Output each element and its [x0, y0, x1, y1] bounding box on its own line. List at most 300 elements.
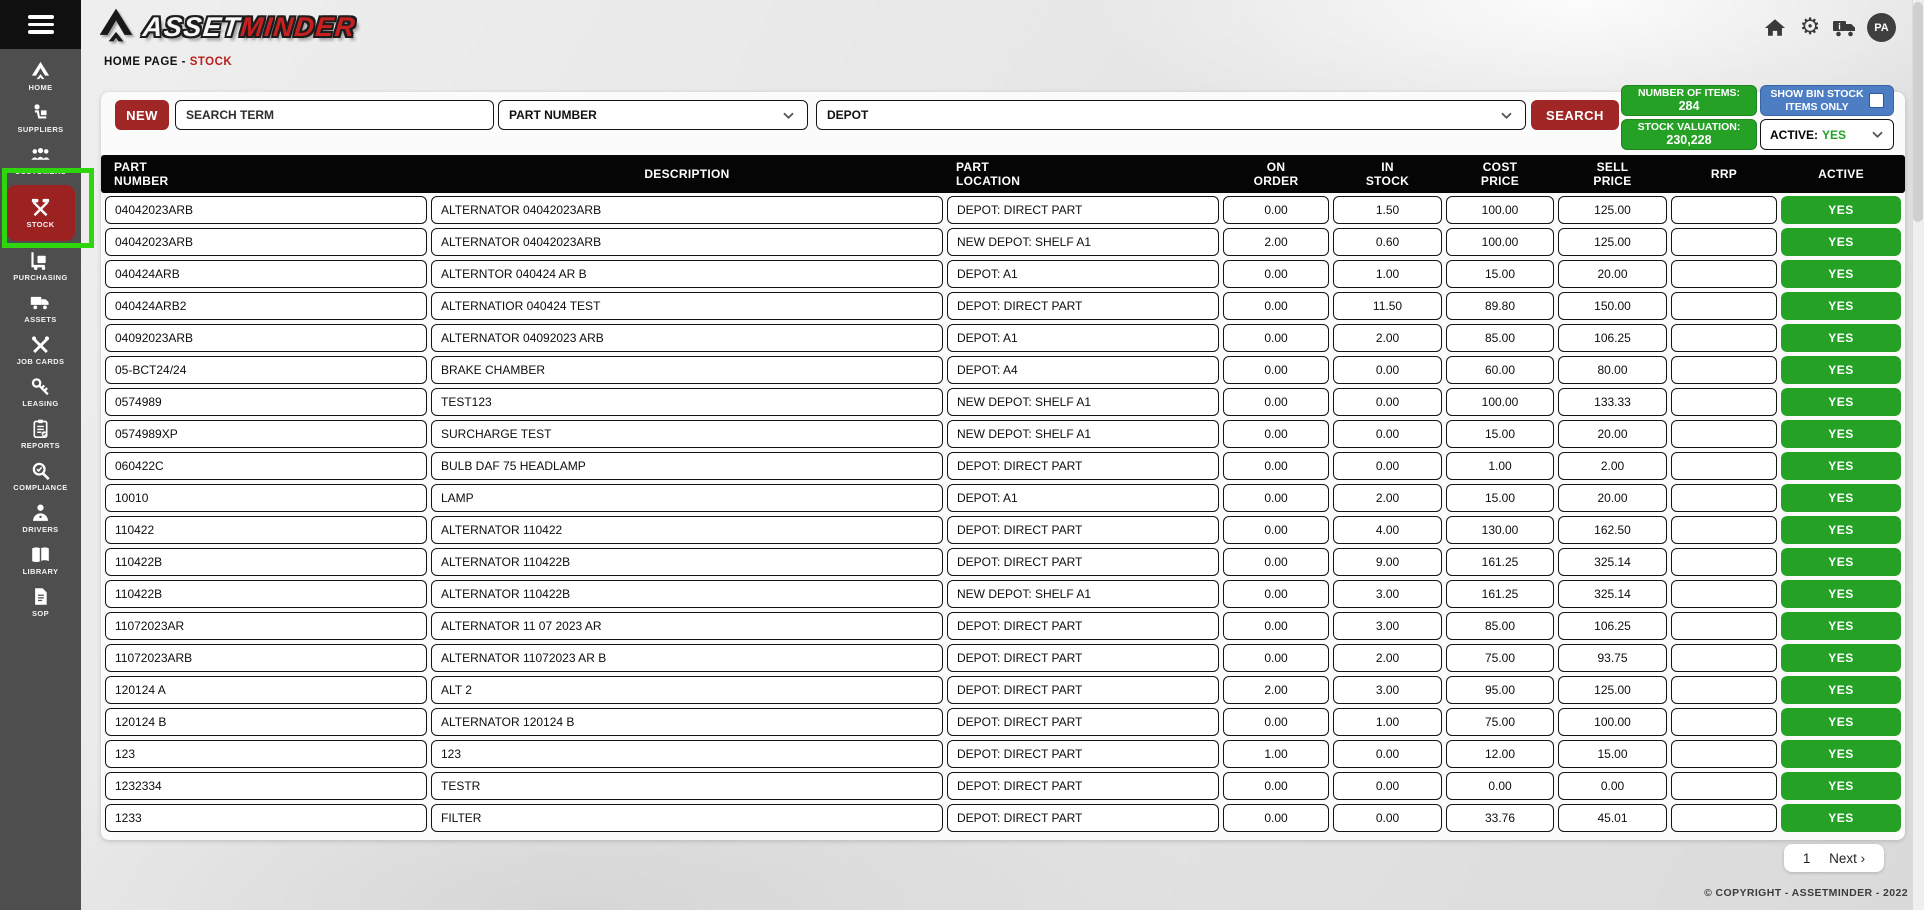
column-header-active: ACTIVE: [1818, 166, 1864, 181]
description-cell: BULB DAF 75 HEADLAMP: [431, 452, 943, 480]
column-header-on-order: ON ORDER: [1253, 159, 1299, 188]
stock-valuation-badge: [1621, 119, 1757, 150]
suppliers-icon: [30, 103, 51, 123]
in-stock-cell: 2.00: [1333, 484, 1442, 512]
part-number-cell: 110422B: [105, 580, 427, 608]
in-stock-cell: 0.00: [1333, 356, 1442, 384]
cost-price-cell: 89.80: [1446, 292, 1554, 320]
active-cell: [1781, 580, 1901, 608]
sidebar-item-label: LEASING: [22, 398, 59, 408]
active-yes-button[interactable]: YES: [1781, 516, 1901, 544]
active-yes-button[interactable]: YES: [1781, 612, 1901, 640]
brand-part-asset: ASSET: [141, 12, 243, 42]
leasing-icon: [30, 377, 51, 397]
number-of-items-label: NUMBER OF ITEMS:: [1637, 87, 1741, 100]
sidebar-item-drivers[interactable]: [0, 497, 81, 539]
cost-price-cell: 85.00: [1446, 612, 1554, 640]
library-icon: [30, 545, 51, 565]
active-yes-button[interactable]: YES: [1781, 196, 1901, 224]
stock-icon: [30, 198, 51, 218]
part-number-cell: 123: [105, 740, 427, 768]
sell-price-cell: 20.00: [1558, 420, 1667, 448]
in-stock-cell: 0.00: [1333, 452, 1442, 480]
part-number-cell: 0574989: [105, 388, 427, 416]
cost-price-cell: 100.00: [1446, 196, 1554, 224]
active-yes-button[interactable]: YES: [1781, 484, 1901, 512]
cost-price-cell: 100.00: [1446, 388, 1554, 416]
active-yes-button[interactable]: YES: [1781, 772, 1901, 800]
breadcrumb-home[interactable]: HOME PAGE: [104, 56, 178, 68]
search-field-value: PART NUMBER: [509, 108, 597, 122]
breadcrumb-current: STOCK: [189, 56, 233, 68]
location-cell: DEPOT: DIRECT PART: [947, 644, 1219, 672]
active-yes-button[interactable]: YES: [1781, 228, 1901, 256]
description-cell: LAMP: [431, 484, 943, 512]
description-cell: ALTERNATIOR 040424 TEST: [431, 292, 943, 320]
stock-valuation-label: STOCK VALUATION:: [1637, 121, 1741, 134]
active-cell: [1781, 612, 1901, 640]
rrp-cell: [1671, 356, 1777, 384]
sidebar-item-compliance[interactable]: [0, 455, 81, 497]
part-number-cell: 10010: [105, 484, 427, 512]
search-button[interactable]: SEARCH: [1531, 100, 1619, 130]
in-stock-cell: 2.00: [1333, 324, 1442, 352]
sop-icon: [30, 587, 51, 607]
part-number-cell: 110422B: [105, 548, 427, 576]
cost-price-cell: 1.00: [1446, 452, 1554, 480]
in-stock-cell: 11.50: [1333, 292, 1442, 320]
in-stock-cell: 0.00: [1333, 804, 1442, 832]
location-cell: DEPOT: DIRECT PART: [947, 804, 1219, 832]
assets-icon: [30, 293, 51, 313]
cost-price-cell: 75.00: [1446, 644, 1554, 672]
purchasing-icon: [30, 251, 51, 271]
location-cell: DEPOT: DIRECT PART: [947, 676, 1219, 704]
location-cell: DEPOT: DIRECT PART: [947, 740, 1219, 768]
column-header-part-number: PART NUMBER: [114, 159, 169, 188]
on-order-cell: 0.00: [1223, 772, 1329, 800]
sell-price-cell: 2.00: [1558, 452, 1667, 480]
active-cell: [1781, 452, 1901, 480]
active-cell: [1781, 484, 1901, 512]
sidebar-item-label: DRIVERS: [22, 524, 59, 534]
table-row[interactable]: [101, 804, 1905, 832]
active-cell: [1781, 676, 1901, 704]
part-number-cell: 040424ARB2: [105, 292, 427, 320]
sell-price-cell: 15.00: [1558, 740, 1667, 768]
part-number-cell: 060422C: [105, 452, 427, 480]
new-button[interactable]: NEW: [115, 100, 169, 130]
active-yes-button[interactable]: YES: [1781, 644, 1901, 672]
table-row[interactable]: [101, 772, 1905, 800]
sell-price-cell: 106.25: [1558, 324, 1667, 352]
scrollbar-thumb[interactable]: [1913, 2, 1923, 222]
active-cell: [1781, 356, 1901, 384]
page-number-button[interactable]: 1: [1802, 850, 1811, 866]
sell-price-cell: 106.25: [1558, 612, 1667, 640]
table-row[interactable]: [101, 228, 1905, 256]
on-order-cell: 0.00: [1223, 484, 1329, 512]
on-order-cell: 0.00: [1223, 516, 1329, 544]
sell-price-cell: 20.00: [1558, 260, 1667, 288]
active-yes-button[interactable]: YES: [1781, 420, 1901, 448]
in-stock-cell: 9.00: [1333, 548, 1442, 576]
active-yes-button[interactable]: YES: [1781, 676, 1901, 704]
active-yes-button[interactable]: YES: [1781, 708, 1901, 736]
rrp-cell: [1671, 292, 1777, 320]
home-brand-icon: [30, 61, 51, 81]
part-number-cell: 120124 B: [105, 708, 427, 736]
sidebar-item-purchasing[interactable]: [0, 245, 81, 287]
sidebar-item-leasing[interactable]: [0, 371, 81, 413]
rrp-cell: [1671, 548, 1777, 576]
rrp-cell: [1671, 260, 1777, 288]
on-order-cell: 0.00: [1223, 644, 1329, 672]
in-stock-cell: 0.00: [1333, 388, 1442, 416]
in-stock-cell: 0.00: [1333, 772, 1442, 800]
part-number-cell: 11072023ARB: [105, 644, 427, 672]
depot-select[interactable]: [816, 100, 1526, 130]
active-yes-button[interactable]: YES: [1781, 260, 1901, 288]
table-row[interactable]: [101, 516, 1905, 544]
location-cell: NEW DEPOT: SHELF A1: [947, 420, 1219, 448]
cost-price-cell: 0.00: [1446, 772, 1554, 800]
table-row[interactable]: [101, 612, 1905, 640]
active-cell: [1781, 644, 1901, 672]
active-yes-button[interactable]: YES: [1781, 804, 1901, 832]
active-cell: [1781, 292, 1901, 320]
on-order-cell: 0.00: [1223, 548, 1329, 576]
sidebar: [0, 49, 81, 910]
part-number-cell: 11072023AR: [105, 612, 427, 640]
location-cell: DEPOT: DIRECT PART: [947, 196, 1219, 224]
table-row[interactable]: [101, 260, 1905, 288]
sidebar-item-label: SOP: [31, 608, 50, 618]
truck-info-icon[interactable]: [1832, 15, 1858, 41]
active-cell: [1781, 388, 1901, 416]
location-cell: DEPOT: DIRECT PART: [947, 452, 1219, 480]
table-row[interactable]: [101, 388, 1905, 416]
column-header-description: DESCRIPTION: [644, 166, 730, 181]
active-yes-button[interactable]: YES: [1781, 356, 1901, 384]
sidebar-item-assets[interactable]: [0, 287, 81, 329]
rrp-cell: [1671, 676, 1777, 704]
active-cell: [1781, 260, 1901, 288]
svg-text:i: i: [1838, 20, 1841, 31]
active-cell: [1781, 516, 1901, 544]
on-order-cell: 0.00: [1223, 804, 1329, 832]
description-cell: ALTERNATOR 11 07 2023 AR: [431, 612, 943, 640]
table-row[interactable]: [101, 548, 1905, 576]
active-filter-value: YES: [1822, 127, 1847, 142]
header-icons: [1762, 13, 1896, 42]
app-logo: [96, 7, 356, 48]
description-cell: ALTERNATOR 110422: [431, 516, 943, 544]
sell-price-cell: 80.00: [1558, 356, 1667, 384]
cost-price-cell: 130.00: [1446, 516, 1554, 544]
active-yes-button[interactable]: YES: [1781, 292, 1901, 320]
sidebar-item-label: REPORTS: [20, 440, 61, 450]
description-cell: ALTERNATOR 04092023 ARB: [431, 324, 943, 352]
on-order-cell: 2.00: [1223, 228, 1329, 256]
breadcrumb: [104, 56, 232, 68]
job-cards-icon: [30, 335, 51, 355]
active-filter-label: ACTIVE:: [1770, 127, 1818, 142]
description-cell: SURCHARGE TEST: [431, 420, 943, 448]
bin-stock-checkbox[interactable]: [1869, 93, 1884, 108]
brand-mark-icon: [96, 7, 136, 48]
active-cell: [1781, 420, 1901, 448]
in-stock-cell: 1.50: [1333, 196, 1442, 224]
cost-price-cell: 33.76: [1446, 804, 1554, 832]
part-number-cell: 04042023ARB: [105, 228, 427, 256]
in-stock-cell: 3.00: [1333, 676, 1442, 704]
rrp-cell: [1671, 516, 1777, 544]
location-cell: NEW DEPOT: SHELF A1: [947, 228, 1219, 256]
part-number-cell: 110422: [105, 516, 427, 544]
description-cell: 123: [431, 740, 943, 768]
rrp-cell: [1671, 324, 1777, 352]
part-number-cell: 05-BCT24/24: [105, 356, 427, 384]
sell-price-cell: 100.00: [1558, 708, 1667, 736]
copyright-text: © COPYRIGHT - ASSETMINDER - 2022: [1704, 887, 1908, 899]
on-order-cell: 0.00: [1223, 612, 1329, 640]
on-order-cell: 2.00: [1223, 676, 1329, 704]
table-row[interactable]: [101, 196, 1905, 224]
part-number-cell: 120124 A: [105, 676, 427, 704]
cost-price-cell: 75.00: [1446, 708, 1554, 736]
cost-price-cell: 15.00: [1446, 484, 1554, 512]
table-row[interactable]: [101, 484, 1905, 512]
rrp-cell: [1671, 772, 1777, 800]
on-order-cell: 1.00: [1223, 740, 1329, 768]
active-cell: [1781, 228, 1901, 256]
on-order-cell: 0.00: [1223, 420, 1329, 448]
number-of-items-badge: [1621, 85, 1757, 116]
show-bin-stock-toggle[interactable]: [1760, 85, 1894, 116]
hamburger-icon: [28, 15, 54, 19]
location-cell: DEPOT: A1: [947, 260, 1219, 288]
sidebar-item-label: HOME: [28, 82, 53, 92]
compliance-icon: [30, 461, 51, 481]
active-yes-button[interactable]: YES: [1781, 452, 1901, 480]
sidebar-item-label: COMPLIANCE: [13, 482, 68, 492]
show-bin-stock-label: SHOW BIN STOCK ITEMS ONLY: [1770, 88, 1864, 113]
location-cell: DEPOT: DIRECT PART: [947, 772, 1219, 800]
location-cell: DEPOT: DIRECT PART: [947, 292, 1219, 320]
sell-price-cell: 325.14: [1558, 580, 1667, 608]
cost-price-cell: 161.25: [1446, 580, 1554, 608]
in-stock-cell: 3.00: [1333, 580, 1442, 608]
part-number-cell: 0574989XP: [105, 420, 427, 448]
on-order-cell: 0.00: [1223, 452, 1329, 480]
active-yes-button[interactable]: YES: [1781, 740, 1901, 768]
rrp-cell: [1671, 612, 1777, 640]
table-row[interactable]: [101, 708, 1905, 736]
sell-price-cell: 93.75: [1558, 644, 1667, 672]
sidebar-item-sop[interactable]: [0, 581, 81, 623]
part-number-cell: 1232334: [105, 772, 427, 800]
next-page-button[interactable]: Next ›: [1829, 850, 1866, 866]
rrp-cell: [1671, 388, 1777, 416]
chevron-down-icon: [1871, 130, 1884, 139]
active-cell: [1781, 324, 1901, 352]
sell-price-cell: 325.14: [1558, 548, 1667, 576]
location-cell: DEPOT: DIRECT PART: [947, 548, 1219, 576]
cost-price-cell: 60.00: [1446, 356, 1554, 384]
table-row[interactable]: [101, 356, 1905, 384]
part-number-cell: 04042023ARB: [105, 196, 427, 224]
sidebar-item-home[interactable]: [0, 55, 81, 97]
cost-price-cell: 161.25: [1446, 548, 1554, 576]
active-yes-button[interactable]: YES: [1781, 548, 1901, 576]
active-yes-button[interactable]: YES: [1781, 580, 1901, 608]
cost-price-cell: 12.00: [1446, 740, 1554, 768]
in-stock-cell: 1.00: [1333, 260, 1442, 288]
description-cell: FILTER: [431, 804, 943, 832]
part-number-cell: 1233: [105, 804, 427, 832]
sidebar-item-library[interactable]: [0, 539, 81, 581]
table-body: [101, 196, 1905, 832]
menu-toggle-button[interactable]: [0, 0, 81, 49]
chevron-down-icon: [1500, 111, 1513, 120]
sidebar-item-reports[interactable]: [0, 413, 81, 455]
description-cell: TEST123: [431, 388, 943, 416]
location-cell: DEPOT: A1: [947, 484, 1219, 512]
rrp-cell: [1671, 580, 1777, 608]
search-input[interactable]: [175, 100, 494, 130]
table-row[interactable]: [101, 324, 1905, 352]
customers-icon: [30, 145, 51, 165]
in-stock-cell: 1.00: [1333, 708, 1442, 736]
part-number-cell: 040424ARB: [105, 260, 427, 288]
rrp-cell: [1671, 420, 1777, 448]
column-header-sell-price: SELL PRICE: [1593, 159, 1632, 188]
table-row[interactable]: [101, 676, 1905, 704]
on-order-cell: 0.00: [1223, 324, 1329, 352]
content-panel: [101, 87, 1905, 840]
active-yes-button[interactable]: YES: [1781, 324, 1901, 352]
active-cell: [1781, 196, 1901, 224]
in-stock-cell: 3.00: [1333, 612, 1442, 640]
part-number-cell: 04092023ARB: [105, 324, 427, 352]
description-cell: ALTERNATOR 110422B: [431, 548, 943, 576]
active-filter-select[interactable]: [1760, 119, 1894, 150]
table-row[interactable]: [101, 420, 1905, 448]
active-cell: [1781, 804, 1901, 832]
sell-price-cell: 162.50: [1558, 516, 1667, 544]
description-cell: ALTERNATOR 11072023 AR B: [431, 644, 943, 672]
sidebar-item-customers[interactable]: [0, 139, 81, 181]
sidebar-item-label: PURCHASING: [13, 272, 68, 282]
active-yes-button[interactable]: YES: [1781, 388, 1901, 416]
active-cell: [1781, 708, 1901, 736]
sell-price-cell: 20.00: [1558, 484, 1667, 512]
cost-price-cell: 95.00: [1446, 676, 1554, 704]
sidebar-item-label: CUSTOMERS: [14, 166, 67, 176]
table-row[interactable]: [101, 452, 1905, 480]
location-cell: DEPOT: DIRECT PART: [947, 708, 1219, 736]
table-header: [101, 155, 1905, 193]
in-stock-cell: 2.00: [1333, 644, 1442, 672]
description-cell: ALTERNATOR 04042023ARB: [431, 196, 943, 224]
sidebar-item-label: LIBRARY: [22, 566, 59, 576]
description-cell: ALTERNATOR 04042023ARB: [431, 228, 943, 256]
on-order-cell: 0.00: [1223, 388, 1329, 416]
description-cell: ALT 2: [431, 676, 943, 704]
sell-price-cell: 0.00: [1558, 772, 1667, 800]
active-cell: [1781, 772, 1901, 800]
sell-price-cell: 133.33: [1558, 388, 1667, 416]
location-cell: NEW DEPOT: SHELF A1: [947, 388, 1219, 416]
sell-price-cell: 125.00: [1558, 228, 1667, 256]
home-icon[interactable]: [1762, 15, 1788, 41]
table-row[interactable]: [101, 740, 1905, 768]
rrp-cell: [1671, 804, 1777, 832]
description-cell: TESTR: [431, 772, 943, 800]
search-field-select[interactable]: [498, 100, 808, 130]
location-cell: DEPOT: A4: [947, 356, 1219, 384]
on-order-cell: 0.00: [1223, 580, 1329, 608]
table-row[interactable]: [101, 644, 1905, 672]
chevron-down-icon: [782, 111, 795, 120]
sell-price-cell: 125.00: [1558, 676, 1667, 704]
description-cell: ALTERNTOR 040424 AR B: [431, 260, 943, 288]
on-order-cell: 0.00: [1223, 292, 1329, 320]
breadcrumb-separator: -: [181, 56, 186, 68]
scrollbar[interactable]: [1912, 0, 1924, 910]
sidebar-item-stock[interactable]: [7, 185, 75, 241]
sell-price-cell: 45.01: [1558, 804, 1667, 832]
table-row[interactable]: [101, 580, 1905, 608]
stock-valuation-value: 230,228: [1666, 133, 1712, 148]
depot-value: DEPOT: [827, 108, 869, 122]
rrp-cell: [1671, 484, 1777, 512]
gear-icon[interactable]: ⚙: [1799, 14, 1821, 40]
column-header-rrp: RRP: [1710, 166, 1738, 181]
reports-icon: [30, 419, 51, 439]
rrp-cell: [1671, 644, 1777, 672]
cost-price-cell: 15.00: [1446, 420, 1554, 448]
description-cell: ALTERNATOR 110422B: [431, 580, 943, 608]
column-header-part-location: PART LOCATION: [956, 159, 1021, 188]
sidebar-item-job-cards[interactable]: [0, 329, 81, 371]
sell-price-cell: 125.00: [1558, 196, 1667, 224]
rrp-cell: [1671, 228, 1777, 256]
sidebar-item-suppliers[interactable]: [0, 97, 81, 139]
drivers-icon: [30, 503, 51, 523]
on-order-cell: 0.00: [1223, 260, 1329, 288]
rrp-cell: [1671, 196, 1777, 224]
table-row[interactable]: [101, 292, 1905, 320]
in-stock-cell: 0.00: [1333, 420, 1442, 448]
in-stock-cell: 4.00: [1333, 516, 1442, 544]
user-avatar[interactable]: PA: [1867, 13, 1896, 42]
in-stock-cell: 0.00: [1333, 740, 1442, 768]
location-cell: DEPOT: A1: [947, 324, 1219, 352]
on-order-cell: 0.00: [1223, 708, 1329, 736]
number-of-items-value: 284: [1678, 99, 1700, 114]
location-cell: DEPOT: DIRECT PART: [947, 516, 1219, 544]
cost-price-cell: 85.00: [1446, 324, 1554, 352]
cost-price-cell: 15.00: [1446, 260, 1554, 288]
on-order-cell: 0.00: [1223, 196, 1329, 224]
rrp-cell: [1671, 452, 1777, 480]
description-cell: BRAKE CHAMBER: [431, 356, 943, 384]
location-cell: NEW DEPOT: SHELF A1: [947, 580, 1219, 608]
pagination: [1784, 844, 1884, 872]
active-cell: [1781, 740, 1901, 768]
